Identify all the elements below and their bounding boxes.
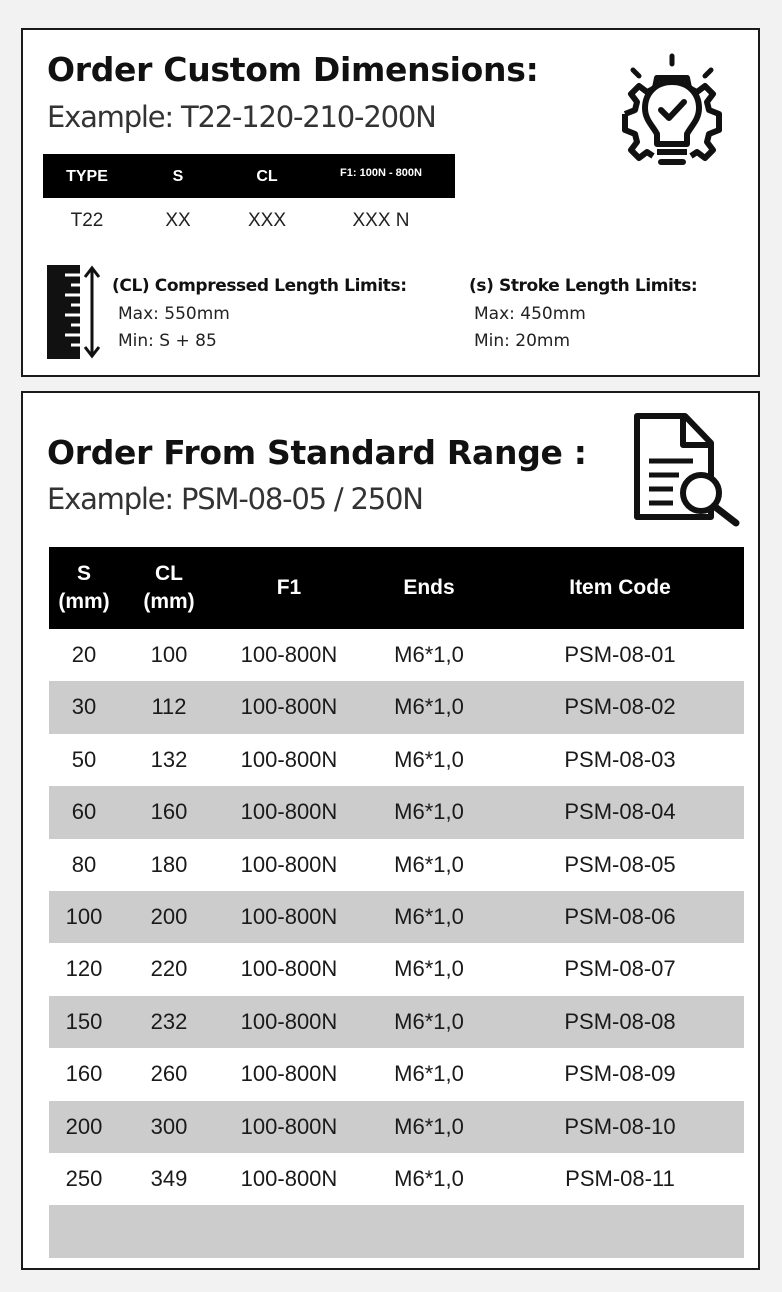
cell-f1: 100-800N bbox=[240, 746, 338, 772]
header-f1: F1 bbox=[276, 576, 302, 599]
cell-item-code: PSM-08-04 bbox=[564, 799, 676, 825]
cell-s: 60 bbox=[71, 799, 97, 825]
cell-item-code: PSM-08-05 bbox=[564, 851, 676, 877]
cell-s: 150 bbox=[65, 1008, 103, 1034]
cell-item-code: PSM-08-07 bbox=[564, 956, 676, 982]
table-row bbox=[49, 839, 744, 891]
cell-s: 120 bbox=[65, 956, 103, 982]
cell-ends bbox=[361, 1205, 497, 1257]
standard-range-example: Example: PSM-08-05 / 250N bbox=[47, 482, 423, 516]
cell-cl: 112 bbox=[151, 694, 187, 720]
cell-f1: 100-800N bbox=[240, 1165, 338, 1191]
standard-range-panel bbox=[21, 391, 760, 1270]
table-row bbox=[49, 1153, 744, 1205]
table-row bbox=[49, 1205, 744, 1257]
s-limits-max: Max: 450mm bbox=[474, 304, 586, 324]
value-s: XX bbox=[165, 210, 191, 231]
cell-ends: M6*1,0 bbox=[394, 1061, 464, 1087]
value-f1: XXX N bbox=[352, 210, 410, 231]
value-cl: XXX bbox=[247, 210, 287, 231]
header-s-mm bbox=[49, 547, 119, 629]
table-body bbox=[49, 629, 744, 1258]
cell-cl: 349 bbox=[150, 1165, 188, 1191]
cell-ends: M6*1,0 bbox=[394, 799, 464, 825]
cell-item-code: PSM-08-10 bbox=[564, 1113, 676, 1139]
cell-s: 50 bbox=[71, 746, 97, 772]
cell-f1: 100-800N bbox=[240, 799, 338, 825]
cell-cl bbox=[127, 1205, 211, 1257]
cell-item-code: PSM-08-06 bbox=[564, 903, 676, 929]
header-item-code: Item Code bbox=[569, 576, 671, 599]
header-cl-unit: (mm) bbox=[143, 590, 195, 613]
cell-cl: 220 bbox=[150, 956, 188, 982]
s-limits-min: Min: 20mm bbox=[474, 331, 571, 351]
cell-item-code bbox=[497, 1205, 743, 1257]
cell-ends: M6*1,0 bbox=[394, 642, 464, 667]
cl-limits-min: Min: S + 85 bbox=[118, 331, 217, 351]
header-cl-label: CL bbox=[155, 562, 183, 585]
cell-s bbox=[49, 1205, 119, 1257]
cell-cl: 132 bbox=[150, 746, 188, 772]
cell-s: 80 bbox=[71, 851, 97, 877]
cell-item-code: PSM-08-08 bbox=[564, 1008, 676, 1034]
header-s: S bbox=[172, 168, 184, 185]
cell-ends: M6*1,0 bbox=[394, 746, 464, 772]
cell-cl: 300 bbox=[150, 1113, 188, 1139]
cell-ends: M6*1,0 bbox=[394, 694, 464, 720]
table-row bbox=[49, 681, 744, 733]
header-s-label: S bbox=[76, 562, 91, 585]
table-row bbox=[49, 734, 744, 786]
cell-cl: 260 bbox=[150, 1061, 188, 1087]
header-f1: F1: 100N - 800N bbox=[340, 167, 422, 179]
custom-dimensions-example: Example: T22-120-210-200N bbox=[47, 100, 436, 134]
cell-s: 250 bbox=[65, 1165, 103, 1191]
cell-s: 20 bbox=[71, 642, 97, 667]
cell-ends: M6*1,0 bbox=[394, 851, 464, 877]
table-row bbox=[49, 786, 744, 838]
table-row bbox=[49, 891, 744, 943]
cell-cl: 160 bbox=[150, 799, 188, 825]
custom-dimensions-title: Order Custom Dimensions: bbox=[47, 50, 539, 89]
standard-range-title: Order From Standard Range : bbox=[47, 433, 587, 472]
cell-f1: 100-800N bbox=[240, 903, 338, 929]
cell-s: 100 bbox=[65, 903, 103, 929]
lightbulb-gear-check-icon bbox=[617, 52, 727, 176]
cell-f1: 100-800N bbox=[240, 1061, 338, 1087]
custom-dimensions-table-row bbox=[43, 206, 455, 236]
cell-cl: 232 bbox=[150, 1008, 188, 1034]
cell-item-code: PSM-08-02 bbox=[564, 694, 676, 720]
cell-f1: 100-800N bbox=[240, 851, 338, 877]
table-row bbox=[49, 1048, 744, 1100]
header-ends: Ends bbox=[403, 576, 455, 599]
cell-item-code: PSM-08-03 bbox=[564, 746, 676, 772]
cell-ends: M6*1,0 bbox=[394, 1165, 464, 1191]
table-row bbox=[49, 1101, 744, 1153]
cell-s: 30 bbox=[71, 694, 97, 720]
standard-range-table bbox=[49, 547, 744, 1258]
custom-dimensions-table-header bbox=[43, 154, 455, 198]
cell-f1: 100-800N bbox=[240, 1113, 338, 1139]
header-type: TYPE bbox=[66, 168, 108, 185]
table-row bbox=[49, 943, 744, 995]
cell-item-code: PSM-08-09 bbox=[564, 1061, 676, 1087]
ruler-length-icon bbox=[47, 265, 103, 359]
cl-limits-max: Max: 550mm bbox=[118, 304, 230, 324]
cell-f1: 100-800N bbox=[240, 956, 338, 982]
cell-ends: M6*1,0 bbox=[394, 1008, 464, 1034]
cell-f1: 100-800N bbox=[240, 642, 338, 667]
cell-f1: 100-800N bbox=[240, 1008, 338, 1034]
header-s-unit: (mm) bbox=[58, 590, 110, 613]
header-cl: CL bbox=[256, 168, 278, 185]
cell-item-code: PSM-08-11 bbox=[565, 1165, 675, 1191]
custom-dimensions-panel bbox=[21, 28, 760, 377]
cell-s: 200 bbox=[65, 1113, 103, 1139]
cell-ends: M6*1,0 bbox=[394, 903, 464, 929]
cl-limits-heading: (CL) Compressed Length Limits: bbox=[112, 276, 407, 296]
cell-f1: 100-800N bbox=[240, 694, 338, 720]
cell-f1 bbox=[217, 1205, 361, 1257]
s-limits-heading: (s) Stroke Length Limits: bbox=[469, 276, 698, 296]
cell-cl: 180 bbox=[150, 851, 188, 877]
cell-item-code: PSM-08-01 bbox=[564, 642, 676, 667]
document-search-icon bbox=[633, 413, 741, 527]
table-row bbox=[49, 629, 744, 681]
cell-cl: 100 bbox=[150, 642, 188, 667]
cell-ends: M6*1,0 bbox=[394, 1113, 464, 1139]
header-cl-mm bbox=[127, 547, 211, 629]
table-header bbox=[49, 547, 744, 629]
value-type: T22 bbox=[70, 210, 104, 231]
cell-ends: M6*1,0 bbox=[394, 956, 464, 982]
table-row bbox=[49, 996, 744, 1048]
cell-s: 160 bbox=[65, 1061, 103, 1087]
cell-cl: 200 bbox=[150, 903, 188, 929]
